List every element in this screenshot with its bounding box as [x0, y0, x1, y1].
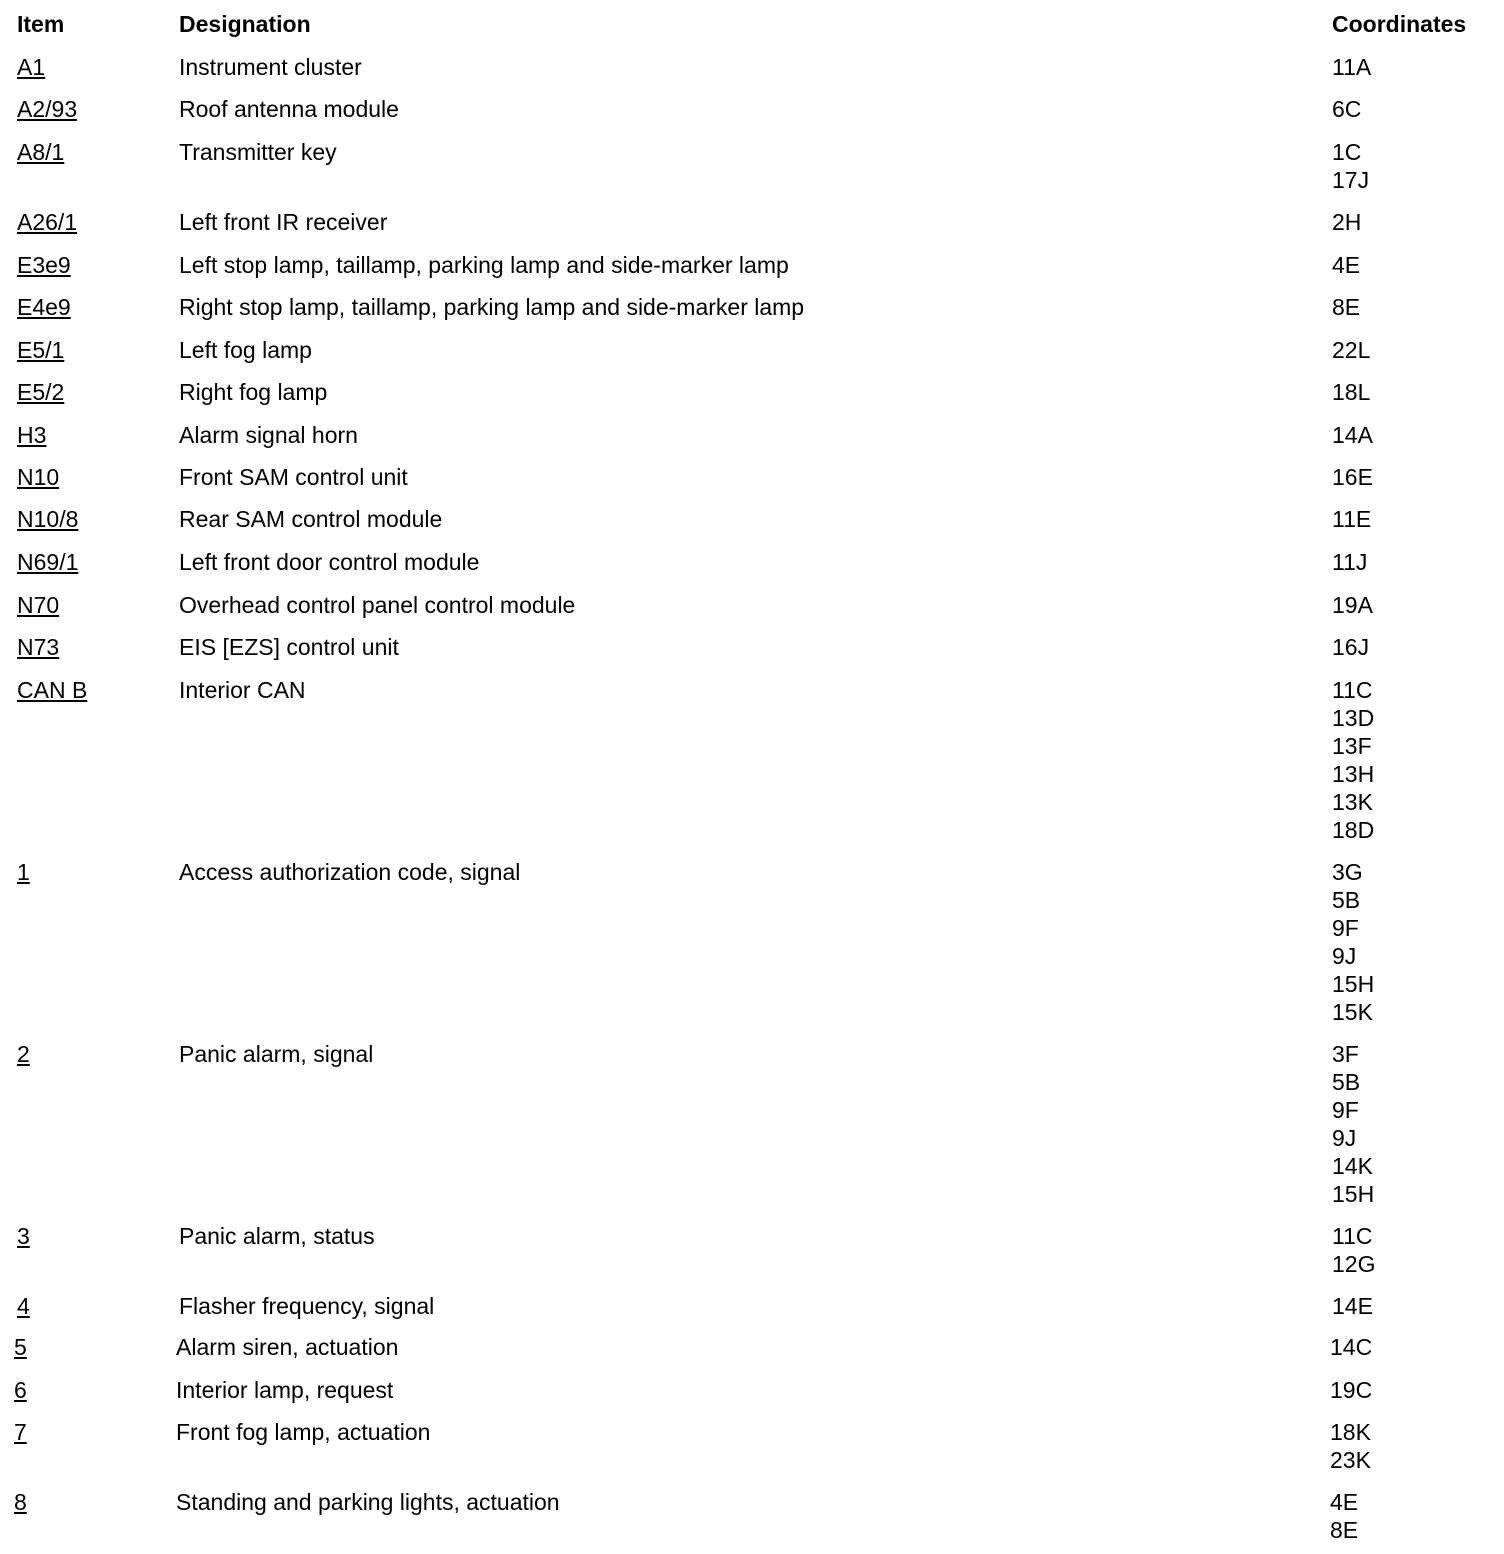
- header-coordinates: Coordinates: [1332, 11, 1467, 37]
- item-link[interactable]: E4e9: [17, 294, 71, 320]
- coordinate-value: 14C: [1330, 1334, 1373, 1360]
- designation-cell: Rear SAM control module: [179, 506, 443, 532]
- coordinate-value: 13F: [1332, 733, 1372, 759]
- item-link[interactable]: A1: [17, 54, 46, 80]
- item-link[interactable]: 6: [14, 1377, 27, 1403]
- designation-cell: Right stop lamp, taillamp, parking lamp and side-marker lamp: [179, 294, 805, 320]
- designation-cell: Transmitter key: [179, 139, 337, 165]
- coordinate-value: 3F: [1332, 1041, 1359, 1067]
- item-link[interactable]: 4: [17, 1293, 30, 1319]
- coordinate-value: 5B: [1332, 1069, 1361, 1095]
- designation-cell: Standing and parking lights, actuation: [176, 1489, 560, 1515]
- coordinate-value: 2H: [1332, 209, 1362, 235]
- item-link[interactable]: N10: [17, 464, 60, 490]
- coordinate-value: 19C: [1330, 1377, 1373, 1403]
- designation-cell: Flasher frequency, signal: [179, 1293, 435, 1319]
- coordinates-cell: [1332, 548, 1367, 576]
- coordinate-value: 22L: [1332, 337, 1371, 363]
- item-link[interactable]: N73: [17, 634, 60, 660]
- coordinates-cell: [1332, 676, 1374, 844]
- designation-cell: Left front IR receiver: [179, 209, 388, 235]
- coordinate-value: 4E: [1332, 252, 1361, 278]
- coordinate-value: 13D: [1332, 705, 1375, 731]
- coordinate-value: 14E: [1332, 1293, 1373, 1319]
- item-link[interactable]: N69/1: [17, 549, 79, 575]
- item-link[interactable]: E5/2: [17, 379, 65, 405]
- coordinates-cell: [1332, 1040, 1374, 1208]
- coordinates-cell: [1332, 633, 1369, 661]
- designation-cell: Left fog lamp: [179, 337, 312, 363]
- coordinate-value: 23K: [1330, 1447, 1371, 1473]
- item-link[interactable]: 1: [17, 859, 30, 885]
- coordinate-value: 11C: [1332, 677, 1373, 703]
- item-link[interactable]: N10/8: [17, 506, 79, 532]
- coordinate-value: 11J: [1332, 549, 1368, 575]
- item-link[interactable]: 7: [14, 1419, 27, 1445]
- designation-cell: Instrument cluster: [179, 54, 362, 80]
- coordinates-cell: [1332, 138, 1369, 194]
- coordinates-cell: [1332, 421, 1373, 449]
- coordinates-cell: [1332, 293, 1360, 321]
- item-link[interactable]: H3: [17, 422, 47, 448]
- coordinate-value: 11C: [1332, 1223, 1373, 1249]
- designation-cell: Roof antenna module: [179, 96, 399, 122]
- coordinate-value: 13K: [1332, 789, 1373, 815]
- coordinates-cell: [1332, 378, 1370, 406]
- coordinate-value: 9F: [1332, 1097, 1359, 1123]
- coordinate-value: 3G: [1332, 859, 1363, 885]
- designation-cell: Alarm signal horn: [179, 422, 358, 448]
- coordinates-cell: [1332, 858, 1374, 1026]
- coordinate-value: 14K: [1332, 1153, 1373, 1179]
- designation-cell: Overhead control panel control module: [179, 592, 576, 618]
- coordinates-cell: [1332, 251, 1360, 279]
- coordinates-cell: [1330, 1333, 1372, 1361]
- designation-cell: Interior lamp, request: [176, 1377, 394, 1403]
- coordinates-cell: [1332, 95, 1361, 123]
- coordinate-value: 16J: [1332, 634, 1370, 660]
- designation-cell: Alarm siren, actuation: [176, 1334, 399, 1360]
- coordinates-cell: [1332, 336, 1370, 364]
- coordinate-value: 1C: [1332, 139, 1362, 165]
- coordinate-value: 8E: [1332, 294, 1361, 320]
- coordinate-value: 11A: [1332, 54, 1372, 80]
- coordinate-value: 18D: [1332, 817, 1375, 843]
- coordinate-value: 9J: [1332, 943, 1357, 969]
- item-link[interactable]: N70: [17, 592, 60, 618]
- coordinates-cell: [1330, 1488, 1358, 1544]
- coordinate-value: 14A: [1332, 422, 1373, 448]
- coordinates-cell: [1332, 463, 1373, 491]
- designation-cell: Front SAM control unit: [179, 464, 408, 490]
- coordinate-value: 9F: [1332, 915, 1359, 941]
- designation-cell: Interior CAN: [179, 677, 306, 703]
- item-link[interactable]: 8: [14, 1489, 27, 1515]
- coordinate-value: 11E: [1332, 506, 1372, 532]
- coordinates-cell: [1332, 591, 1373, 619]
- header-designation: Designation: [179, 11, 311, 37]
- coordinates-cell: [1330, 1376, 1372, 1404]
- coordinate-value: 5B: [1332, 887, 1361, 913]
- item-link[interactable]: A2/93: [17, 96, 78, 122]
- coordinate-value: 18L: [1332, 379, 1371, 405]
- designation-cell: Right fog lamp: [179, 379, 328, 405]
- coordinate-value: 17J: [1332, 167, 1370, 193]
- designation-cell: Left front door control module: [179, 549, 480, 575]
- designation-cell: EIS [EZS] control unit: [179, 634, 399, 660]
- item-link[interactable]: 5: [14, 1334, 27, 1360]
- coordinate-value: 18K: [1330, 1419, 1371, 1445]
- item-link[interactable]: 2: [17, 1041, 30, 1067]
- coordinate-value: 8E: [1330, 1517, 1359, 1543]
- header-item: Item: [17, 11, 65, 37]
- designation-cell: Left stop lamp, taillamp, parking lamp and side-marker lamp: [179, 252, 789, 278]
- item-link[interactable]: A26/1: [17, 209, 78, 235]
- designation-cell: Front fog lamp, actuation: [176, 1419, 431, 1445]
- designation-cell: Panic alarm, signal: [179, 1041, 374, 1067]
- item-link[interactable]: A8/1: [17, 139, 65, 165]
- coordinate-value: 16E: [1332, 464, 1373, 490]
- coordinate-value: 9J: [1332, 1125, 1357, 1151]
- coordinate-value: 15H: [1332, 1181, 1375, 1207]
- coordinate-value: 15K: [1332, 999, 1373, 1025]
- designation-cell: Panic alarm, status: [179, 1223, 375, 1249]
- coordinate-value: 13H: [1332, 761, 1375, 787]
- coordinate-value: 12G: [1332, 1251, 1376, 1277]
- coordinate-value: 15H: [1332, 971, 1375, 997]
- item-link[interactable]: E3e9: [17, 252, 71, 278]
- coordinates-cell: [1332, 208, 1361, 236]
- item-link[interactable]: CAN B: [17, 677, 88, 703]
- coordinates-cell: [1332, 53, 1371, 81]
- item-link[interactable]: 3: [17, 1223, 30, 1249]
- coordinates-cell: [1332, 1292, 1373, 1320]
- item-link[interactable]: E5/1: [17, 337, 65, 363]
- coordinate-value: 6C: [1332, 96, 1362, 122]
- designation-cell: Access authorization code, signal: [179, 859, 521, 885]
- coordinates-cell: [1332, 505, 1371, 533]
- coordinate-value: 19A: [1332, 592, 1373, 618]
- coordinates-cell: [1332, 1222, 1375, 1278]
- coordinate-value: 4E: [1330, 1489, 1359, 1515]
- coordinates-cell: [1330, 1418, 1371, 1474]
